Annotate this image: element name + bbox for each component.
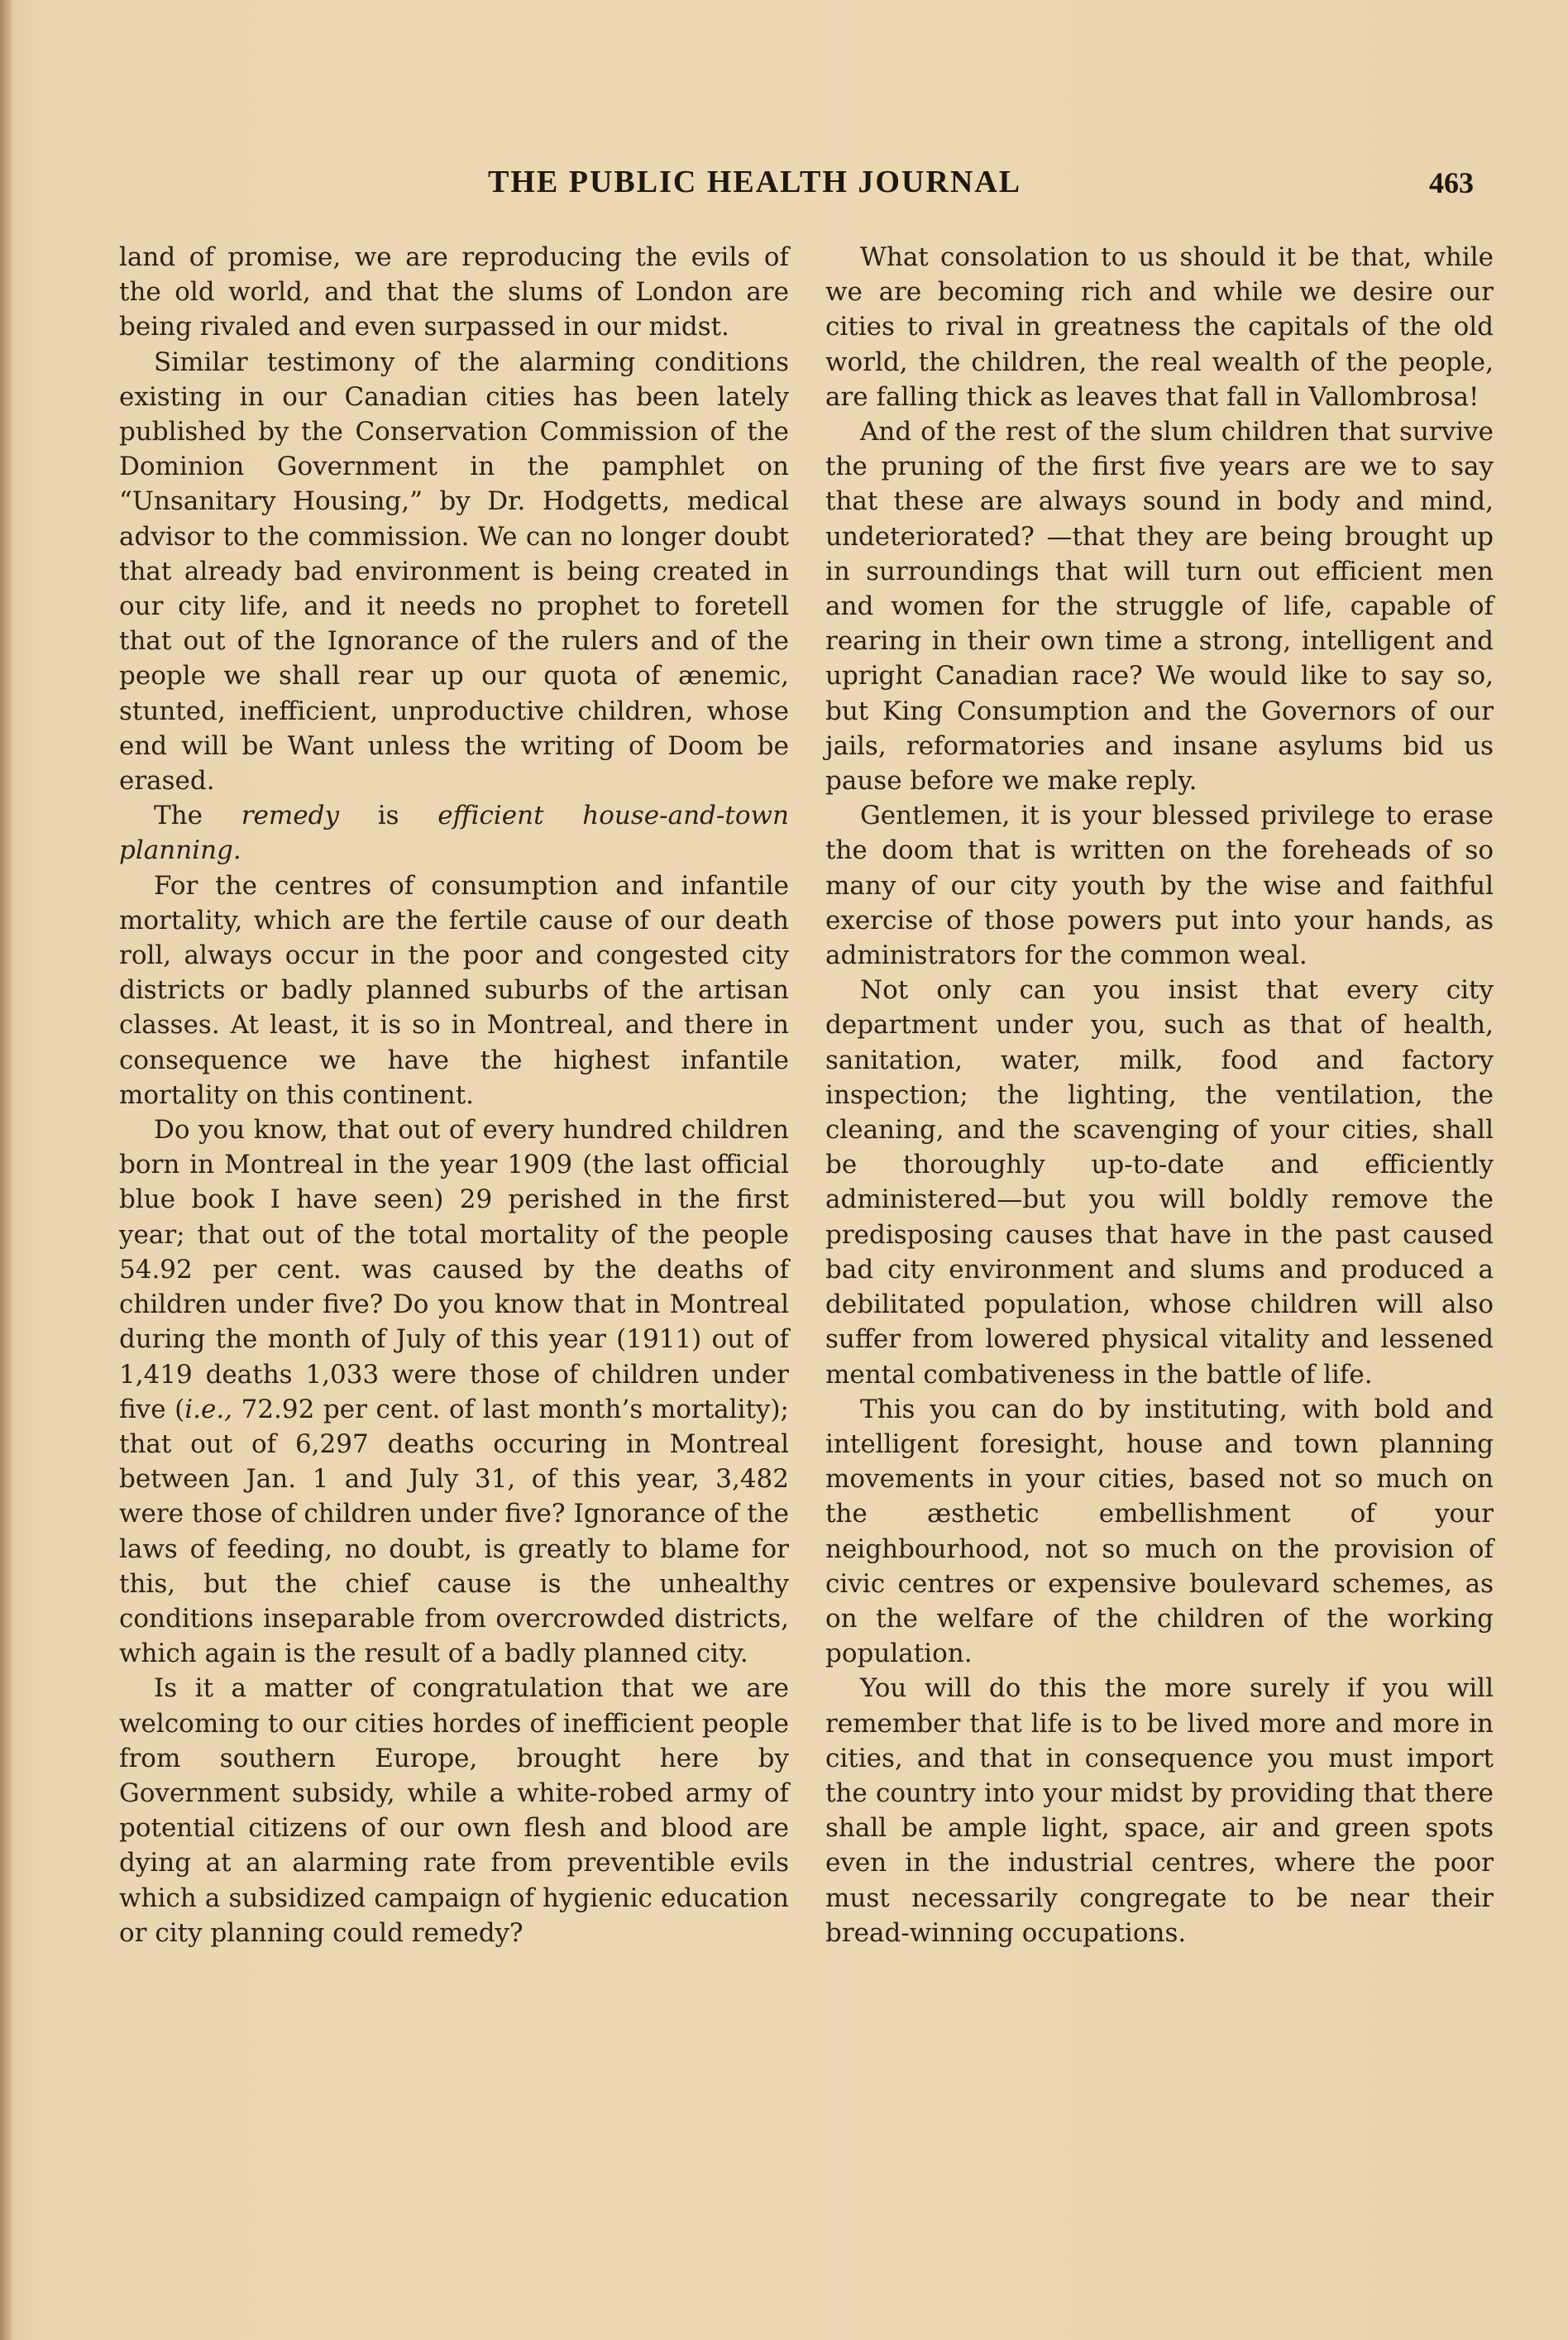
journal-title: THE PUBLIC HEALTH JOURNAL [488,165,1022,199]
paragraph: Not only can you insist that every city department under you, such as that of health, sanitation, water, milk, food and factory inspection; the lighting, the ventilation, the cleaning, and the scavenging of your cities, shall be thoroughly up-to-date and efficiently administered—but you will boldly remove the predisposing causes that have in the past caused bad city environment and slums and produced a debilitated population, whose children will also suffer from lowered physical vitality and lessened mental combativeness in the battle of life. [825,975,1494,1390]
page-number: 463 [1429,166,1474,199]
paragraph: And of the rest of the slum children that survive the pruning of the first five years are we to say that these are always sound in body and mind, undeteriorated? —that they are being brought up in surroundings that will turn out efficient men and women for the struggle of life, capable of rearing in their own time a strong, intelligent and upright Canadian race? We would like to say so, but King Consumption and the Governors of our jails, reformatories and insane asylums bid us pause before we make reply. [825,417,1494,797]
paragraph: land of promise, we are reproducing the evils of the old world, and that the slums of London are being rivaled and even surpassed in our midst. [119,242,789,342]
remedy-paragraph [119,798,789,868]
running-header [0,164,1568,213]
remedy-lead: The [154,801,203,831]
left-column [119,240,789,1950]
statistics-abbrev: i.e., [184,1394,233,1424]
remedy-word: remedy [241,801,339,831]
paragraph: You will do this the more surely if you will remember that life is to be lived more and more in cities, and that in consequence you must import the country into your midst by providing that there shall be ample light, space, air and green spots even in the industrial centres, where the poor must necessarily congregate to be near their bread-winning occupations. [825,1673,1494,1948]
remedy-phrase: efficient house-and-town planning. [119,801,790,866]
remedy-mid: is [377,801,399,831]
paragraph: Is it a matter of congratulation that we are welcoming to our cities hordes of inefficient people from southern Europe, brought here by Government subsidy, while a white-robed army of potential citizens of our own flesh and blood are dying at an alarming rate from preventible evils which a subsidized campaign of hygienic education or city planning could remedy? [119,1673,789,1948]
statistics-paragraph [119,1113,789,1671]
right-column [825,240,1494,1950]
paragraph: Gentlemen, it is your blessed privilege to erase the doom that is written on the foreheads of so many of our city youth by the wise and faithful exercise of those powers put into your hands, as administrators for the common weal. [825,801,1494,971]
statistics-text-a: Do you know, that out of every hundred children born in Montreal in the year 1909 (the last official blue book I have seen) 29 perished in the first year; that out of the total mortality of the people 54.92 per cent. was caused by the deaths of children under five? Do you know that in Montreal during the month of July of this year (1911) out of 1,419 deaths 1,033 were those of children under five ( [119,1115,789,1424]
paragraph: For the centres of consumption and infantile mortality, which are the fertile cause of our death roll, always occur in the poor and congested city districts or badly planned suburbs of the artisan classes. At least, it is so in Montreal, and there in consequence we have the highest infantile mortality on this continent. [119,870,789,1110]
page-gutter [0,0,12,2340]
statistics-text-b: 72.92 per cent. of last month’s mortality); that out of 6,297 deaths occuring in Montreal between Jan. 1 and July 31, of this year, 3,482 were those of children under five? Ignorance of the laws of feeding, no doubt, is greatly to blame for this, but the chief cause is the unhealthy conditions inseparable from overcrowded districts, which again is the result of a badly planned city. [119,1394,790,1669]
paragraph: What consolation to us should it be that, while we are becoming rich and while we desire our cities to rival in greatness the capitals of the old world, the children, the real wealth of the people, are falling thick as leaves that fall in Vallombrosa! [825,242,1494,412]
paragraph: Similar testimony of the alarming conditions existing in our Canadian cities has been lately published by the Conservation Commission of the Dominion Government in the pamphlet on “Unsanitary Housing,” by Dr. Hodgetts, medical advisor to the commission. We can no longer doubt that already bad environment is being created in our city life, and it needs no prophet to foretell that out of the Ignorance of the rulers and of the people we shall rear up our quota of ænemic, stunted, inefficient, unproductive children, whose end will be Want unless the writing of Doom be erased. [119,347,789,797]
paragraph: This you can do by instituting, with bold and intelligent foresight, house and town planning movements in your cities, based not so much on the æsthetic embellishment of your neighbourhood, not so much on the provision of civic centres or expensive boulevard schemes, as on the welfare of the children of the working population. [825,1394,1494,1669]
